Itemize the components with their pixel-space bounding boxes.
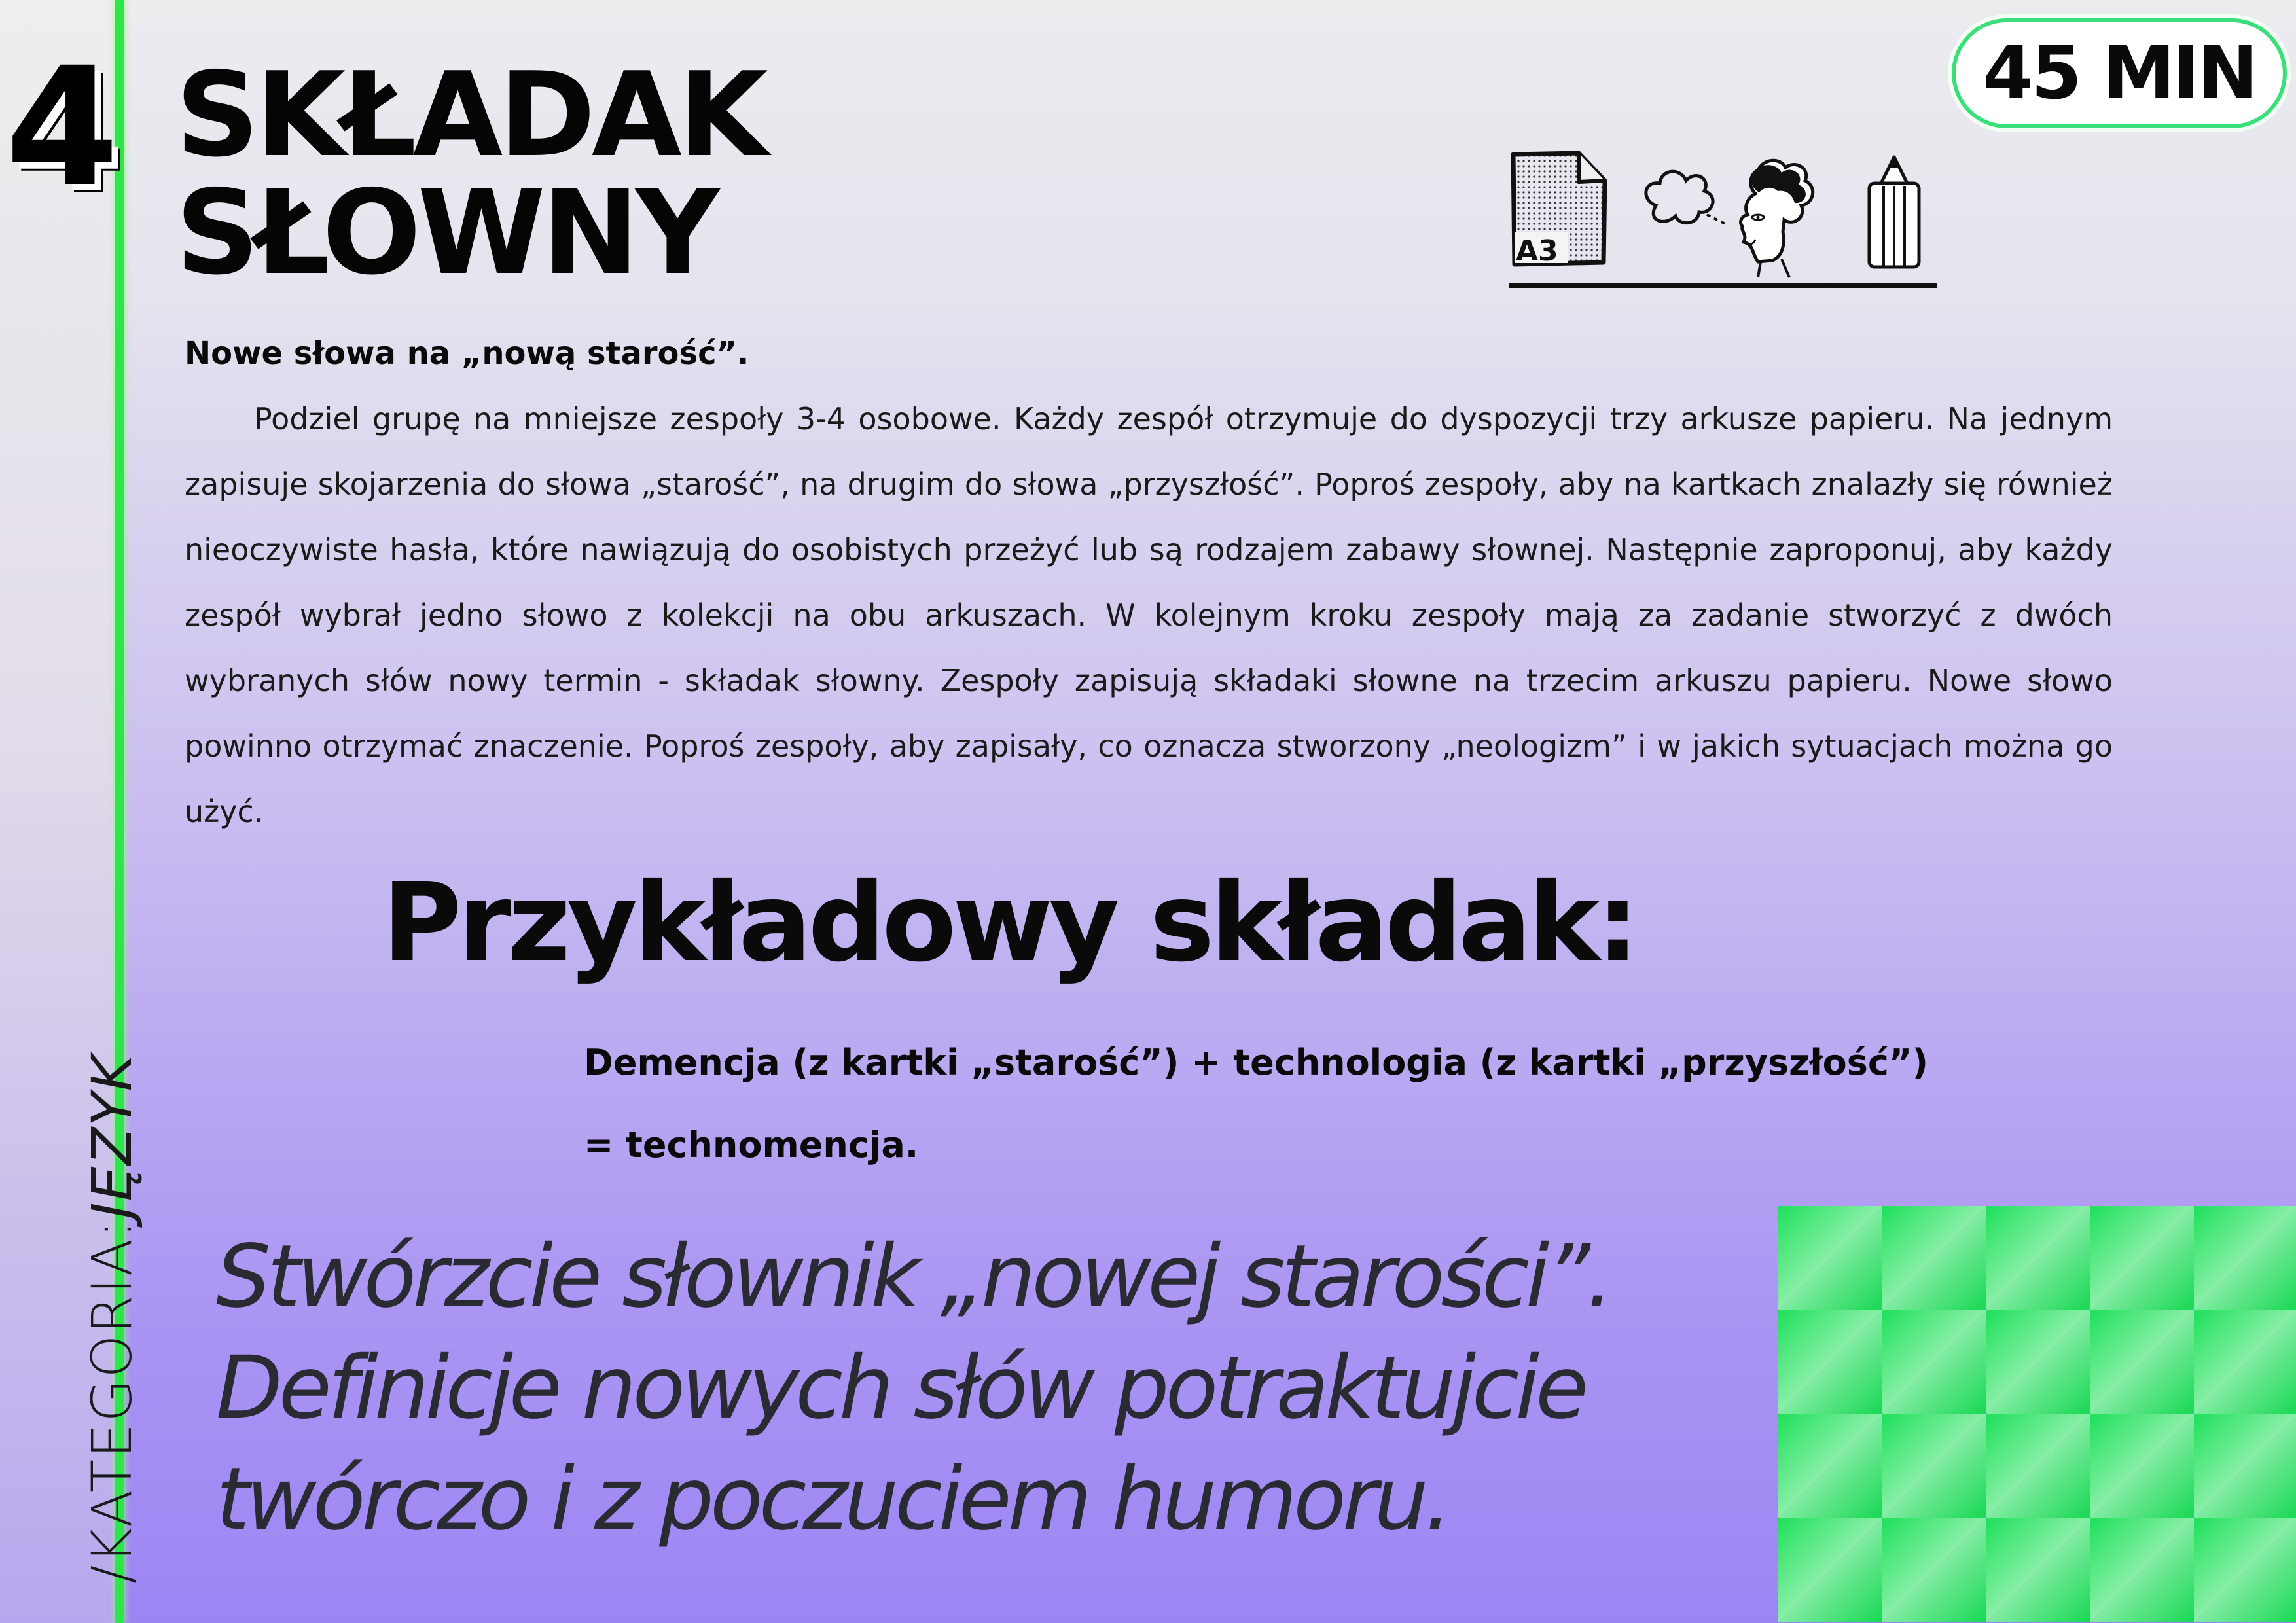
closing-line-3: twórczo i z poczuciem humoru. [216,1449,1448,1550]
closing-quote [216,1221,1656,1555]
card-title [175,47,764,300]
category-prefix: /KATEGORIA: [80,1219,144,1584]
a3-paper-icon [1505,148,1610,272]
duration-badge: 45 MIN [1952,18,2287,128]
title-line-2: SŁOWNY [175,165,716,300]
triangle-pattern [1778,1206,2296,1623]
example-formula: Demencja (z kartki „starość”) + technologia (z kartki „przyszłość”) [584,1042,1929,1083]
closing-line-1: Stwórzcie słownik „nowej starości”. [216,1226,1610,1327]
pencil-icon [1861,154,1927,272]
materials-underline [1509,283,1937,288]
paper-size-label: A3 [1516,234,1558,268]
closing-line-2: Definicje nowych słów potraktujcie [216,1338,1585,1438]
example-heading: Przykładowy składak: [382,860,1636,986]
title-line-1: SKŁADAK [175,47,764,183]
intro-subtitle: Nowe słowa na „nową starość”. [185,335,749,372]
category-name: JĘZYK [80,1054,144,1219]
card-number: 4 [5,32,113,223]
category-label [80,1054,144,1584]
example-result: = technomencja. [584,1124,919,1166]
materials-icons [1505,148,1937,292]
speaking-person-icon [1630,154,1820,279]
instructions-paragraph: Podziel grupę na mniejsze zespoły 3-4 osobowe. Każdy zespół otrzymuje do dyspozycji trzy arkusze papieru. Na jednym zapisuje skojarzenia do słowa „starość”, na drugim do słowa „przyszłość”. Poproś zespoły, aby na kartkach znalazły się również nieoczywiste hasła, które nawiązują do osobistych przeżyć lub są rodzajem zabawy słownej. Następnie zaproponuj, aby każdy zespół wybrał jedno słowo z kolekcji na obu arkuszach. W kolejnym kroku zespoły mają za zadanie stworzyć z dwóch wybranych słów nowy termin - składak słowny. Zespoły zapisują składaki słowne na trzecim arkuszu papieru. Nowe słowo powinno otrzymać znaczenie. Poproś zespoły, aby zapisały, co oznacza stworzony „neologizm” i w jakich sytuacjach można go użyć. [185,401,2113,829]
